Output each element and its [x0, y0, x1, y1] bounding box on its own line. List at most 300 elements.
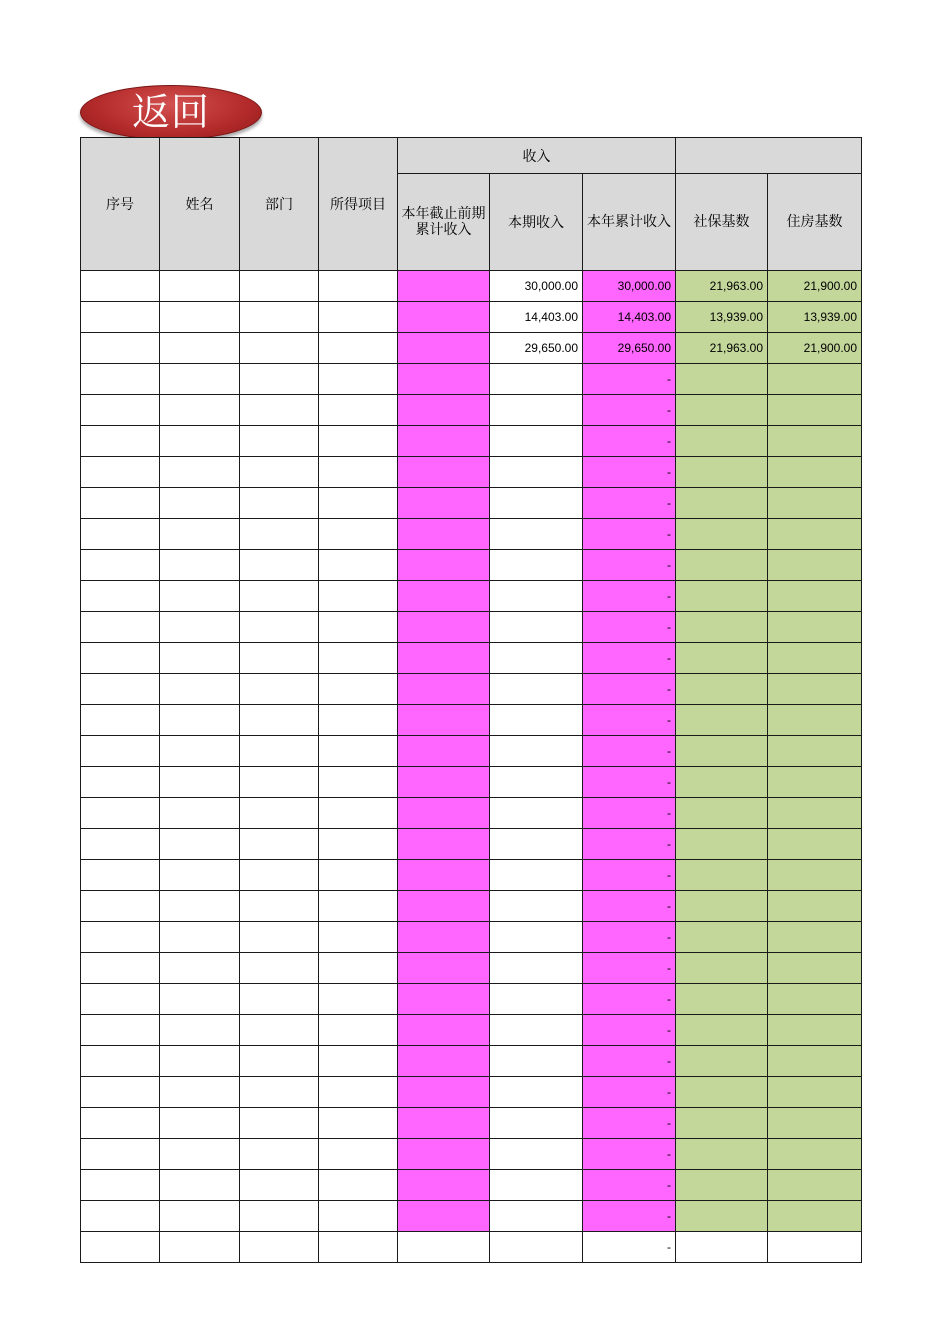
cell-year-cumulative[interactable]: 30,000.00 [583, 271, 676, 302]
cell-year-cumulative[interactable]: - [583, 767, 676, 798]
cell-current-income[interactable] [490, 736, 583, 767]
cell-income-item[interactable] [319, 1108, 398, 1139]
cell-housing-base[interactable] [768, 1046, 862, 1077]
cell-social-base[interactable] [676, 395, 768, 426]
cell-name[interactable] [160, 1201, 240, 1232]
cell-prev-cumulative[interactable] [398, 612, 490, 643]
cell-social-base[interactable] [676, 1046, 768, 1077]
cell-income-item[interactable] [319, 550, 398, 581]
cell-housing-base[interactable] [768, 519, 862, 550]
cell-current-income[interactable] [490, 457, 583, 488]
cell-current-income[interactable] [490, 581, 583, 612]
cell-year-cumulative[interactable]: - [583, 1201, 676, 1232]
cell-housing-base[interactable] [768, 1015, 862, 1046]
cell-prev-cumulative[interactable] [398, 581, 490, 612]
cell-current-income[interactable]: 29,650.00 [490, 333, 583, 364]
cell-dept[interactable] [240, 953, 319, 984]
cell-prev-cumulative[interactable] [398, 1232, 490, 1263]
cell-dept[interactable] [240, 426, 319, 457]
cell-social-base[interactable] [676, 550, 768, 581]
cell-income-item[interactable] [319, 1015, 398, 1046]
cell-housing-base[interactable] [768, 829, 862, 860]
cell-seq[interactable] [81, 891, 160, 922]
cell-name[interactable] [160, 767, 240, 798]
cell-name[interactable] [160, 1077, 240, 1108]
cell-seq[interactable] [81, 736, 160, 767]
cell-seq[interactable] [81, 829, 160, 860]
table-row [81, 395, 862, 426]
cell-year-cumulative[interactable]: - [583, 612, 676, 643]
cell-social-base[interactable] [676, 953, 768, 984]
cell-name[interactable] [160, 736, 240, 767]
cell-prev-cumulative[interactable] [398, 1170, 490, 1201]
cell-year-cumulative[interactable]: - [583, 550, 676, 581]
cell-social-base[interactable] [676, 860, 768, 891]
cell-social-base[interactable] [676, 705, 768, 736]
cell-social-base[interactable] [676, 984, 768, 1015]
cell-prev-cumulative[interactable] [398, 364, 490, 395]
cell-year-cumulative[interactable]: - [583, 674, 676, 705]
cell-prev-cumulative[interactable] [398, 1139, 490, 1170]
cell-income-item[interactable] [319, 674, 398, 705]
cell-name[interactable] [160, 488, 240, 519]
cell-income-item[interactable] [319, 798, 398, 829]
cell-income-item[interactable] [319, 736, 398, 767]
cell-dept[interactable] [240, 922, 319, 953]
cell-seq[interactable] [81, 333, 160, 364]
cell-housing-base[interactable]: 21,900.00 [768, 333, 862, 364]
cell-income-item[interactable] [319, 271, 398, 302]
cell-seq[interactable] [81, 1139, 160, 1170]
cell-housing-base[interactable] [768, 736, 862, 767]
cell-current-income[interactable] [490, 860, 583, 891]
cell-current-income[interactable] [490, 395, 583, 426]
cell-dept[interactable] [240, 736, 319, 767]
cell-seq[interactable] [81, 953, 160, 984]
cell-seq[interactable] [81, 674, 160, 705]
cell-year-cumulative[interactable]: - [583, 1015, 676, 1046]
cell-social-base[interactable] [676, 1201, 768, 1232]
cell-seq[interactable] [81, 798, 160, 829]
cell-dept[interactable] [240, 581, 319, 612]
cell-name[interactable] [160, 860, 240, 891]
cell-income-item[interactable] [319, 364, 398, 395]
cell-social-base[interactable] [676, 674, 768, 705]
table-row [81, 891, 862, 922]
cell-social-base[interactable] [676, 519, 768, 550]
cell-current-income[interactable] [490, 1046, 583, 1077]
cell-dept[interactable] [240, 519, 319, 550]
cell-dept[interactable] [240, 271, 319, 302]
cell-housing-base[interactable] [768, 860, 862, 891]
cell-name[interactable] [160, 1139, 240, 1170]
cell-seq[interactable] [81, 1232, 160, 1263]
cell-social-base[interactable]: 13,939.00 [676, 302, 768, 333]
cell-dept[interactable] [240, 705, 319, 736]
cell-year-cumulative[interactable]: - [583, 736, 676, 767]
cell-seq[interactable] [81, 984, 160, 1015]
cell-social-base[interactable] [676, 798, 768, 829]
cell-year-cumulative[interactable]: - [583, 643, 676, 674]
cell-prev-cumulative[interactable] [398, 519, 490, 550]
cell-dept[interactable] [240, 1077, 319, 1108]
cell-income-item[interactable] [319, 953, 398, 984]
cell-housing-base[interactable] [768, 798, 862, 829]
cell-seq[interactable] [81, 1077, 160, 1108]
cell-prev-cumulative[interactable] [398, 1046, 490, 1077]
cell-name[interactable] [160, 705, 240, 736]
cell-prev-cumulative[interactable] [398, 891, 490, 922]
cell-seq[interactable] [81, 519, 160, 550]
cell-name[interactable] [160, 302, 240, 333]
table-row [81, 984, 862, 1015]
cell-current-income[interactable] [490, 1077, 583, 1108]
cell-housing-base[interactable] [768, 705, 862, 736]
cell-social-base[interactable] [676, 1015, 768, 1046]
cell-housing-base[interactable] [768, 1139, 862, 1170]
cell-current-income[interactable] [490, 426, 583, 457]
cell-social-base[interactable] [676, 488, 768, 519]
cell-social-base[interactable]: 21,963.00 [676, 333, 768, 364]
cell-social-base[interactable] [676, 457, 768, 488]
cell-prev-cumulative[interactable] [398, 798, 490, 829]
cell-social-base[interactable] [676, 1077, 768, 1108]
cell-dept[interactable] [240, 457, 319, 488]
cell-housing-base[interactable] [768, 550, 862, 581]
cell-prev-cumulative[interactable] [398, 426, 490, 457]
cell-social-base[interactable] [676, 1139, 768, 1170]
cell-name[interactable] [160, 891, 240, 922]
cell-current-income[interactable] [490, 953, 583, 984]
cell-dept[interactable] [240, 1108, 319, 1139]
cell-housing-base[interactable] [768, 426, 862, 457]
cell-dept[interactable] [240, 302, 319, 333]
cell-income-item[interactable] [319, 860, 398, 891]
cell-prev-cumulative[interactable] [398, 550, 490, 581]
table-row [81, 1015, 862, 1046]
cell-name[interactable] [160, 1015, 240, 1046]
cell-social-base[interactable] [676, 643, 768, 674]
cell-housing-base[interactable] [768, 891, 862, 922]
cell-income-item[interactable] [319, 457, 398, 488]
cell-social-base[interactable] [676, 612, 768, 643]
cell-name[interactable] [160, 364, 240, 395]
cell-seq[interactable] [81, 550, 160, 581]
cell-year-cumulative[interactable]: - [583, 891, 676, 922]
cell-dept[interactable] [240, 333, 319, 364]
cell-dept[interactable] [240, 612, 319, 643]
cell-name[interactable] [160, 643, 240, 674]
cell-prev-cumulative[interactable] [398, 333, 490, 364]
cell-seq[interactable] [81, 395, 160, 426]
cell-seq[interactable] [81, 1046, 160, 1077]
cell-income-item[interactable] [319, 302, 398, 333]
cell-seq[interactable] [81, 705, 160, 736]
cell-year-cumulative[interactable]: - [583, 395, 676, 426]
cell-income-item[interactable] [319, 984, 398, 1015]
cell-year-cumulative[interactable]: - [583, 364, 676, 395]
cell-name[interactable] [160, 984, 240, 1015]
cell-seq[interactable] [81, 612, 160, 643]
cell-seq[interactable] [81, 767, 160, 798]
cell-dept[interactable] [240, 1046, 319, 1077]
cell-seq[interactable] [81, 581, 160, 612]
cell-name[interactable] [160, 271, 240, 302]
cell-housing-base[interactable] [768, 395, 862, 426]
cell-seq[interactable] [81, 488, 160, 519]
cell-name[interactable] [160, 457, 240, 488]
cell-year-cumulative[interactable]: - [583, 457, 676, 488]
cell-prev-cumulative[interactable] [398, 643, 490, 674]
table-row [81, 302, 862, 333]
cell-year-cumulative[interactable]: 14,403.00 [583, 302, 676, 333]
cell-prev-cumulative[interactable] [398, 1077, 490, 1108]
cell-dept[interactable] [240, 1232, 319, 1263]
cell-current-income[interactable] [490, 922, 583, 953]
cell-current-income[interactable] [490, 705, 583, 736]
cell-housing-base[interactable]: 21,900.00 [768, 271, 862, 302]
cell-current-income[interactable] [490, 798, 583, 829]
table-row [81, 953, 862, 984]
cell-income-item[interactable] [319, 1201, 398, 1232]
cell-seq[interactable] [81, 302, 160, 333]
cell-current-income[interactable] [490, 1108, 583, 1139]
cell-current-income[interactable] [490, 984, 583, 1015]
cell-name[interactable] [160, 1046, 240, 1077]
cell-housing-base[interactable] [768, 922, 862, 953]
cell-year-cumulative[interactable]: - [583, 829, 676, 860]
header-housing-base: 住房基数 [768, 174, 862, 271]
cell-prev-cumulative[interactable] [398, 736, 490, 767]
cell-income-item[interactable] [319, 1077, 398, 1108]
cell-prev-cumulative[interactable] [398, 457, 490, 488]
cell-income-item[interactable] [319, 767, 398, 798]
cell-year-cumulative[interactable]: - [583, 1077, 676, 1108]
cell-name[interactable] [160, 426, 240, 457]
cell-year-cumulative[interactable]: - [583, 798, 676, 829]
cell-prev-cumulative[interactable] [398, 860, 490, 891]
cell-housing-base[interactable] [768, 767, 862, 798]
cell-current-income[interactable] [490, 829, 583, 860]
cell-year-cumulative[interactable]: - [583, 1046, 676, 1077]
cell-year-cumulative[interactable]: - [583, 984, 676, 1015]
cell-prev-cumulative[interactable] [398, 953, 490, 984]
cell-dept[interactable] [240, 984, 319, 1015]
table-row [81, 519, 862, 550]
cell-prev-cumulative[interactable] [398, 1108, 490, 1139]
cell-name[interactable] [160, 612, 240, 643]
cell-income-item[interactable] [319, 612, 398, 643]
cell-social-base[interactable] [676, 736, 768, 767]
cell-seq[interactable] [81, 364, 160, 395]
cell-name[interactable] [160, 1232, 240, 1263]
cell-name[interactable] [160, 922, 240, 953]
cell-seq[interactable] [81, 1015, 160, 1046]
cell-year-cumulative[interactable]: - [583, 1232, 676, 1263]
cell-prev-cumulative[interactable] [398, 674, 490, 705]
cell-name[interactable] [160, 953, 240, 984]
cell-seq[interactable] [81, 643, 160, 674]
cell-prev-cumulative[interactable] [398, 1201, 490, 1232]
cell-income-item[interactable] [319, 488, 398, 519]
cell-housing-base[interactable] [768, 643, 862, 674]
table-row [81, 1077, 862, 1108]
cell-income-item[interactable] [319, 922, 398, 953]
cell-income-item[interactable] [319, 1139, 398, 1170]
cell-income-item[interactable] [319, 1046, 398, 1077]
cell-social-base[interactable] [676, 364, 768, 395]
cell-prev-cumulative[interactable] [398, 922, 490, 953]
cell-housing-base[interactable] [768, 984, 862, 1015]
cell-name[interactable] [160, 519, 240, 550]
cell-dept[interactable] [240, 364, 319, 395]
cell-income-item[interactable] [319, 643, 398, 674]
cell-year-cumulative[interactable]: - [583, 519, 676, 550]
cell-social-base[interactable] [676, 426, 768, 457]
cell-housing-base[interactable] [768, 674, 862, 705]
cell-dept[interactable] [240, 798, 319, 829]
cell-current-income[interactable] [490, 612, 583, 643]
cell-social-base[interactable] [676, 829, 768, 860]
cell-current-income[interactable] [490, 674, 583, 705]
cell-year-cumulative[interactable]: - [583, 922, 676, 953]
cell-current-income[interactable] [490, 1139, 583, 1170]
cell-housing-base[interactable] [768, 612, 862, 643]
cell-housing-base[interactable] [768, 1170, 862, 1201]
table-row [81, 643, 862, 674]
cell-income-item[interactable] [319, 891, 398, 922]
cell-current-income[interactable]: 14,403.00 [490, 302, 583, 333]
cell-housing-base[interactable] [768, 1108, 862, 1139]
cell-year-cumulative[interactable]: - [583, 705, 676, 736]
cell-prev-cumulative[interactable] [398, 1015, 490, 1046]
cell-year-cumulative[interactable]: - [583, 426, 676, 457]
cell-year-cumulative[interactable]: - [583, 1139, 676, 1170]
cell-dept[interactable] [240, 1201, 319, 1232]
cell-prev-cumulative[interactable] [398, 271, 490, 302]
cell-social-base[interactable] [676, 1108, 768, 1139]
cell-year-cumulative[interactable]: - [583, 581, 676, 612]
cell-income-item[interactable] [319, 1170, 398, 1201]
cell-dept[interactable] [240, 1170, 319, 1201]
cell-dept[interactable] [240, 1139, 319, 1170]
cell-dept[interactable] [240, 891, 319, 922]
cell-year-cumulative[interactable]: 29,650.00 [583, 333, 676, 364]
cell-seq[interactable] [81, 922, 160, 953]
cell-dept[interactable] [240, 1015, 319, 1046]
cell-name[interactable] [160, 333, 240, 364]
cell-year-cumulative[interactable]: - [583, 953, 676, 984]
cell-income-item[interactable] [319, 581, 398, 612]
cell-seq[interactable] [81, 860, 160, 891]
cell-current-income[interactable] [490, 1232, 583, 1263]
cell-dept[interactable] [240, 488, 319, 519]
cell-income-item[interactable] [319, 519, 398, 550]
cell-year-cumulative[interactable]: - [583, 1108, 676, 1139]
cell-prev-cumulative[interactable] [398, 829, 490, 860]
cell-prev-cumulative[interactable] [398, 395, 490, 426]
table-row [81, 1170, 862, 1201]
cell-name[interactable] [160, 550, 240, 581]
cell-housing-base[interactable] [768, 457, 862, 488]
cell-current-income[interactable] [490, 1170, 583, 1201]
cell-name[interactable] [160, 581, 240, 612]
cell-housing-base[interactable] [768, 1232, 862, 1263]
cell-current-income[interactable] [490, 550, 583, 581]
cell-social-base[interactable] [676, 1170, 768, 1201]
cell-social-base[interactable] [676, 767, 768, 798]
cell-name[interactable] [160, 829, 240, 860]
cell-social-base[interactable]: 21,963.00 [676, 271, 768, 302]
cell-prev-cumulative[interactable] [398, 302, 490, 333]
cell-income-item[interactable] [319, 1232, 398, 1263]
cell-name[interactable] [160, 798, 240, 829]
cell-dept[interactable] [240, 829, 319, 860]
cell-housing-base[interactable] [768, 953, 862, 984]
cell-seq[interactable] [81, 457, 160, 488]
cell-dept[interactable] [240, 767, 319, 798]
cell-current-income[interactable] [490, 519, 583, 550]
cell-social-base[interactable] [676, 922, 768, 953]
cell-prev-cumulative[interactable] [398, 984, 490, 1015]
cell-year-cumulative[interactable]: - [583, 488, 676, 519]
cell-seq[interactable] [81, 1201, 160, 1232]
cell-dept[interactable] [240, 550, 319, 581]
back-button[interactable]: 返回 [80, 85, 262, 140]
cell-name[interactable] [160, 674, 240, 705]
cell-seq[interactable] [81, 1108, 160, 1139]
cell-dept[interactable] [240, 860, 319, 891]
cell-current-income[interactable] [490, 364, 583, 395]
cell-income-item[interactable] [319, 395, 398, 426]
cell-current-income[interactable] [490, 1201, 583, 1232]
cell-prev-cumulative[interactable] [398, 705, 490, 736]
cell-seq[interactable] [81, 1170, 160, 1201]
cell-income-item[interactable] [319, 333, 398, 364]
cell-housing-base[interactable] [768, 1077, 862, 1108]
cell-housing-base[interactable] [768, 581, 862, 612]
cell-income-item[interactable] [319, 829, 398, 860]
cell-income-item[interactable] [319, 705, 398, 736]
cell-seq[interactable] [81, 426, 160, 457]
cell-current-income[interactable] [490, 488, 583, 519]
cell-dept[interactable] [240, 643, 319, 674]
cell-income-item[interactable] [319, 426, 398, 457]
cell-housing-base[interactable]: 13,939.00 [768, 302, 862, 333]
cell-dept[interactable] [240, 395, 319, 426]
cell-current-income[interactable]: 30,000.00 [490, 271, 583, 302]
cell-social-base[interactable] [676, 581, 768, 612]
cell-prev-cumulative[interactable] [398, 488, 490, 519]
cell-housing-base[interactable] [768, 1201, 862, 1232]
cell-housing-base[interactable] [768, 364, 862, 395]
cell-current-income[interactable] [490, 643, 583, 674]
cell-current-income[interactable] [490, 767, 583, 798]
cell-prev-cumulative[interactable] [398, 767, 490, 798]
cell-social-base[interactable] [676, 1232, 768, 1263]
cell-social-base[interactable] [676, 891, 768, 922]
cell-year-cumulative[interactable]: - [583, 860, 676, 891]
cell-name[interactable] [160, 1170, 240, 1201]
cell-housing-base[interactable] [768, 488, 862, 519]
cell-current-income[interactable] [490, 1015, 583, 1046]
cell-name[interactable] [160, 395, 240, 426]
cell-name[interactable] [160, 1108, 240, 1139]
cell-year-cumulative[interactable]: - [583, 1170, 676, 1201]
cell-dept[interactable] [240, 674, 319, 705]
cell-current-income[interactable] [490, 891, 583, 922]
cell-seq[interactable] [81, 271, 160, 302]
